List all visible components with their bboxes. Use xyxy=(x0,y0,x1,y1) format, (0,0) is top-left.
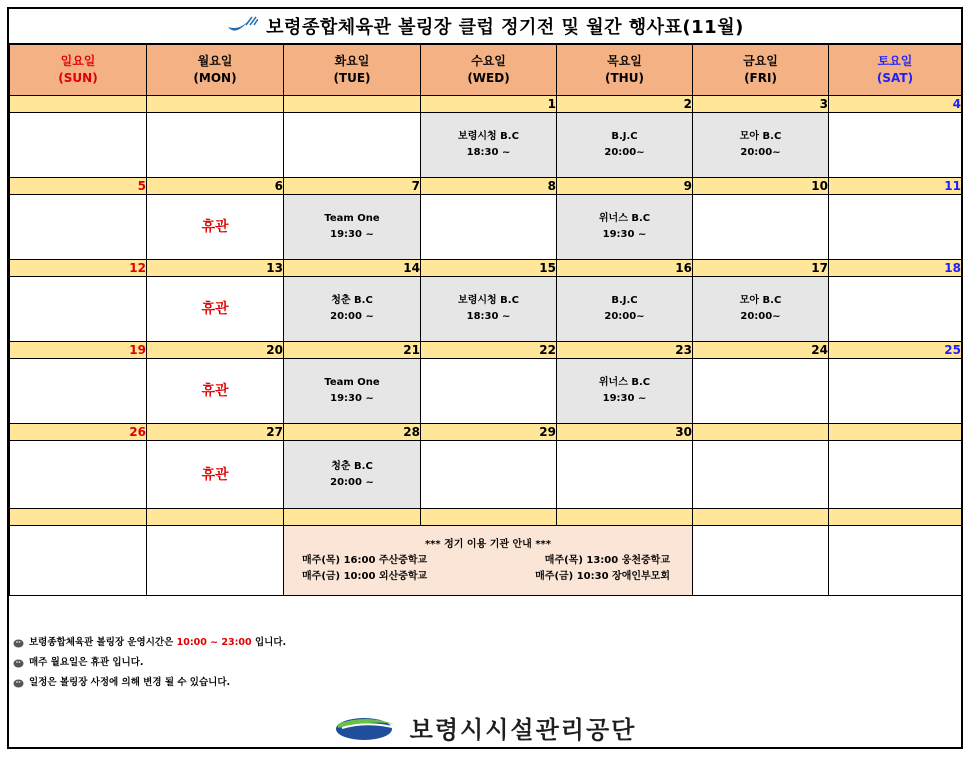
event-time: 20:00~ xyxy=(604,147,645,158)
weekday-header xyxy=(284,45,421,96)
empty-cell xyxy=(10,113,147,178)
blank-cell xyxy=(557,509,693,526)
blank-cell xyxy=(147,509,284,526)
note-hours-prefix: 보령종합체육관 볼링장 운영시간은 xyxy=(29,637,174,648)
event-name: 휴관 xyxy=(201,466,229,483)
event-name: B.J.C xyxy=(611,295,638,306)
empty-cell xyxy=(147,526,284,596)
empty-cell xyxy=(829,359,962,424)
weekday-en: (SAT) xyxy=(876,71,914,85)
event-cell xyxy=(693,277,829,342)
calendar-table xyxy=(9,44,962,596)
bowling-bullet-icon xyxy=(13,659,24,668)
date-number: 30 xyxy=(557,424,693,441)
date-number: 17 xyxy=(693,260,829,277)
date-number: 8 xyxy=(421,178,557,195)
date-number: 11 xyxy=(829,178,962,195)
empty-cell xyxy=(693,195,829,260)
blank-cell xyxy=(829,509,962,526)
date-number xyxy=(10,96,147,113)
weekday-kr: 수요일 xyxy=(471,54,506,68)
weekday-header xyxy=(693,45,829,96)
event-row xyxy=(10,359,962,424)
notice-box xyxy=(284,526,693,596)
empty-cell xyxy=(10,277,147,342)
event-cell xyxy=(557,277,693,342)
empty-cell xyxy=(829,277,962,342)
date-number: 26 xyxy=(10,424,147,441)
date-number: 22 xyxy=(421,342,557,359)
calendar-body xyxy=(10,45,962,596)
date-row xyxy=(10,260,962,277)
title-row xyxy=(9,9,961,44)
empty-cell xyxy=(284,113,421,178)
event-time: 18:30 ~ xyxy=(466,311,511,322)
swoosh-logo-icon xyxy=(226,15,258,37)
empty-cell xyxy=(829,526,962,596)
event-name: 모아 B.C xyxy=(739,131,782,142)
notes xyxy=(13,633,286,693)
event-cell xyxy=(284,441,421,509)
date-number: 23 xyxy=(557,342,693,359)
weekday-en: (TUE) xyxy=(333,71,371,85)
event-time: 18:30 ~ xyxy=(466,147,511,158)
date-number xyxy=(147,96,284,113)
weekday-header xyxy=(829,45,962,96)
weekday-header-row xyxy=(10,45,962,96)
note-hours-value: 10:00 ~ 23:00 xyxy=(176,637,252,648)
notice-line xyxy=(284,569,692,585)
date-number: 29 xyxy=(421,424,557,441)
note-hours-suffix: 입니다. xyxy=(254,637,287,648)
event-name: 모아 B.C xyxy=(739,295,782,306)
note-change-text: 일정은 볼링장 사정에 의해 변경 될 수 있습니다. xyxy=(29,677,231,688)
empty-cell xyxy=(829,195,962,260)
event-time: 20:00 ~ xyxy=(330,311,374,322)
empty-cell xyxy=(693,441,829,509)
closed-cell xyxy=(147,441,284,509)
event-name: Team One xyxy=(324,377,380,388)
empty-cell xyxy=(421,359,557,424)
blank-cell xyxy=(10,509,147,526)
event-time: 20:00~ xyxy=(740,311,781,322)
date-number: 20 xyxy=(147,342,284,359)
empty-cell xyxy=(421,441,557,509)
event-row xyxy=(10,195,962,260)
date-number: 28 xyxy=(284,424,421,441)
date-number: 13 xyxy=(147,260,284,277)
event-cell xyxy=(421,277,557,342)
weekday-header xyxy=(10,45,147,96)
empty-cell xyxy=(693,359,829,424)
empty-cell xyxy=(693,526,829,596)
weekday-kr: 금요일 xyxy=(743,54,778,68)
empty-cell xyxy=(10,441,147,509)
weekday-kr: 일요일 xyxy=(60,54,96,68)
event-time: 20:00~ xyxy=(604,311,645,322)
empty-cell xyxy=(10,526,147,596)
date-number: 25 xyxy=(829,342,962,359)
date-number: 14 xyxy=(284,260,421,277)
weekday-header xyxy=(147,45,284,96)
date-number: 16 xyxy=(557,260,693,277)
empty-cell xyxy=(147,113,284,178)
event-name: 휴관 xyxy=(201,301,229,317)
event-time: 19:30 ~ xyxy=(602,393,647,404)
date-number: 21 xyxy=(284,342,421,359)
blank-cell xyxy=(284,509,421,526)
event-name: Team One xyxy=(324,213,380,224)
notice-right: 매주(금) 10:30 장애인부모회 xyxy=(535,570,670,582)
blank-row xyxy=(10,509,962,526)
notice-left: 매주(금) 10:00 외산중학교 xyxy=(302,570,428,582)
event-name: 보령시청 B.C xyxy=(458,131,519,142)
date-number: 7 xyxy=(284,178,421,195)
event-name: B.J.C xyxy=(611,131,638,142)
date-number xyxy=(829,424,962,441)
footer xyxy=(9,707,961,747)
event-name: 위너스 B.C xyxy=(598,377,651,388)
weekday-header xyxy=(421,45,557,96)
date-number: 10 xyxy=(693,178,829,195)
date-number: 9 xyxy=(557,178,693,195)
date-number: 4 xyxy=(829,96,962,113)
weekday-en: (SUN) xyxy=(58,71,98,85)
date-row xyxy=(10,96,962,113)
empty-cell xyxy=(829,113,962,178)
event-time: 19:30 ~ xyxy=(602,229,647,240)
weekday-kr: 월요일 xyxy=(197,54,233,68)
date-number: 18 xyxy=(829,260,962,277)
weekday-kr: 화요일 xyxy=(334,54,370,68)
empty-cell xyxy=(829,441,962,509)
date-number: 15 xyxy=(421,260,557,277)
closed-cell xyxy=(147,277,284,342)
blank-cell xyxy=(693,509,829,526)
empty-cell xyxy=(557,441,693,509)
notice-left: 매주(목) 16:00 주산중학교 xyxy=(302,554,428,566)
event-name: 위너스 B.C xyxy=(598,213,651,224)
event-name: 청춘 B.C xyxy=(331,295,373,306)
event-name: 청춘 B.C xyxy=(331,460,373,472)
event-cell xyxy=(284,359,421,424)
notice-row xyxy=(10,526,962,596)
closed-cell xyxy=(147,195,284,260)
event-cell xyxy=(557,195,693,260)
org-logo-icon xyxy=(334,712,398,742)
date-number: 2 xyxy=(557,96,693,113)
weekday-en: (MON) xyxy=(193,71,237,85)
date-number: 27 xyxy=(147,424,284,441)
note-monday xyxy=(13,653,286,673)
event-time: 19:30 ~ xyxy=(330,229,374,240)
date-number: 12 xyxy=(10,260,147,277)
empty-cell xyxy=(421,195,557,260)
date-number: 3 xyxy=(693,96,829,113)
date-row xyxy=(10,424,962,441)
weekday-kr: 토요일 xyxy=(877,54,913,68)
date-number: 5 xyxy=(10,178,147,195)
closed-cell xyxy=(147,359,284,424)
event-time: 20:00~ xyxy=(740,147,781,158)
event-name: 휴관 xyxy=(201,383,229,399)
bowling-bullet-icon xyxy=(13,639,24,648)
date-row xyxy=(10,178,962,195)
weekday-en: (WED) xyxy=(467,71,510,85)
weekday-header xyxy=(557,45,693,96)
weekday-en: (THU) xyxy=(605,71,644,85)
event-time: 20:00 ~ xyxy=(330,476,374,488)
date-number: 24 xyxy=(693,342,829,359)
weekday-en: (FRI) xyxy=(744,71,777,85)
event-cell xyxy=(557,359,693,424)
event-name: 보령시청 B.C xyxy=(458,295,519,306)
notice-right: 매주(목) 13:00 웅천중학교 xyxy=(544,554,670,566)
event-cell xyxy=(421,113,557,178)
date-number xyxy=(693,424,829,441)
org-name: 보령시시설관리공단 xyxy=(409,714,637,744)
bowling-bullet-icon xyxy=(13,679,24,688)
date-row xyxy=(10,342,962,359)
event-cell xyxy=(284,195,421,260)
schedule-sheet xyxy=(7,7,963,749)
empty-cell xyxy=(10,195,147,260)
empty-cell xyxy=(10,359,147,424)
page-title: 보령종합체육관 볼링장 클럽 정기전 및 월간 행사표(11월) xyxy=(266,17,744,38)
date-number: 6 xyxy=(147,178,284,195)
event-row xyxy=(10,113,962,178)
event-row xyxy=(10,441,962,509)
weekday-kr: 목요일 xyxy=(607,54,642,68)
event-cell xyxy=(557,113,693,178)
event-cell xyxy=(693,113,829,178)
event-cell xyxy=(284,277,421,342)
note-change xyxy=(13,673,286,693)
notice-line xyxy=(284,553,692,569)
event-time: 19:30 ~ xyxy=(330,393,374,404)
blank-cell xyxy=(421,509,557,526)
notice-title: *** 정기 이용 기관 안내 *** xyxy=(424,538,552,550)
event-row xyxy=(10,277,962,342)
date-number: 19 xyxy=(10,342,147,359)
date-number xyxy=(284,96,421,113)
note-monday-text: 매주 월요일은 휴관 입니다. xyxy=(29,657,144,668)
event-name: 휴관 xyxy=(201,219,229,235)
note-hours xyxy=(13,633,286,653)
date-number: 1 xyxy=(421,96,557,113)
